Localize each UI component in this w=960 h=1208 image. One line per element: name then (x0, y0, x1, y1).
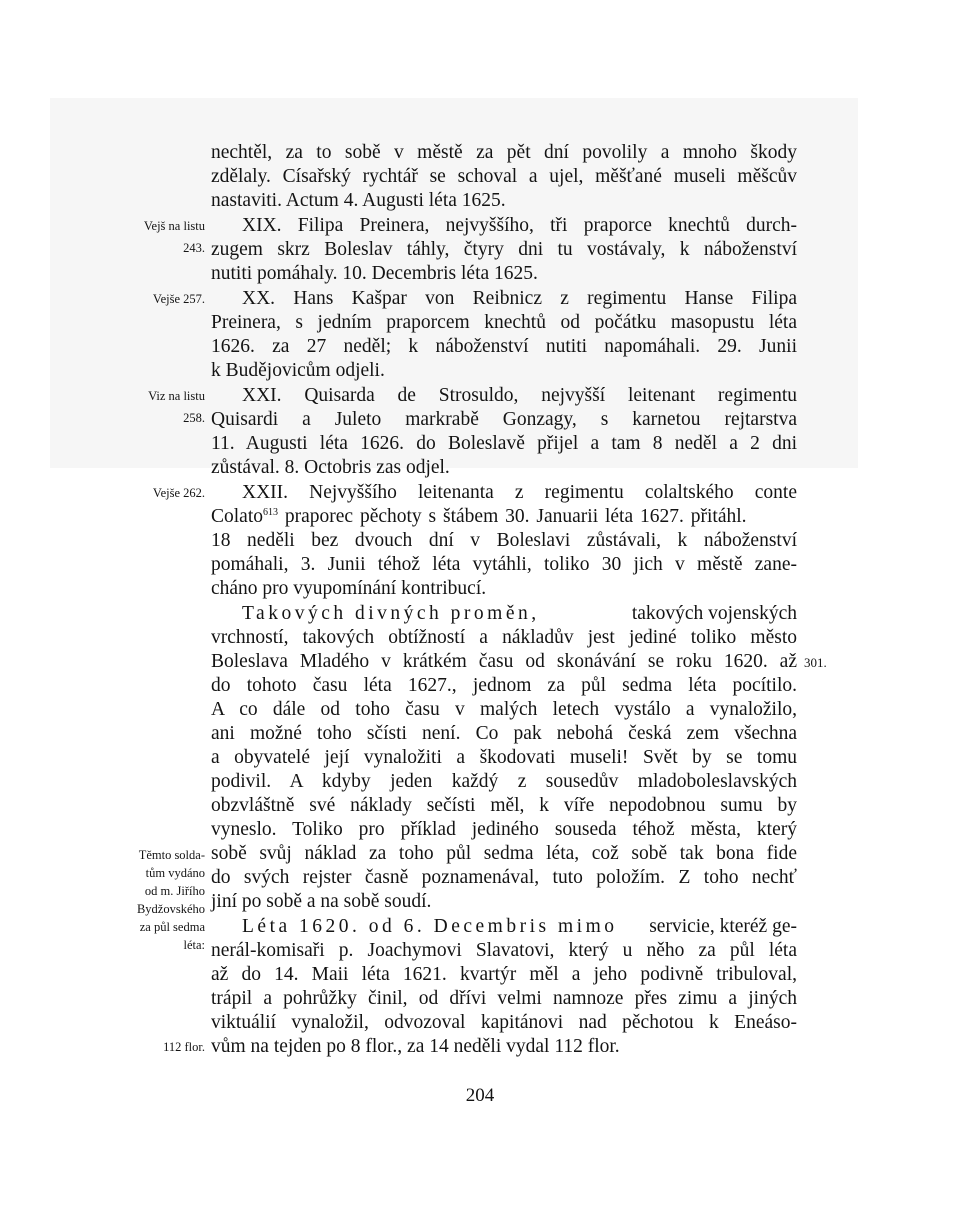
heading-rest: servicie, kteréž ge- (649, 916, 797, 937)
paragraph-opening (242, 602, 797, 626)
text-line: podivil. A kdyby jeden každý z sousedův mladoboleslavských (211, 771, 797, 792)
text-line: nechtěl, za to sobě v městě za pět dní povolily a mnoho škody (211, 142, 797, 163)
margin-note: od m. Jiřího (144, 884, 205, 898)
opening-rest: takových vojenských (631, 603, 797, 624)
page-reference: 301. (804, 655, 827, 670)
text-line: pomáhali, 3. Junii téhož léta vytáhli, toliko 30 jich v městě zane- (211, 554, 797, 575)
text-line: Quisardi a Juleto markrabě Gonzagy, s karnetou rejtarstva (211, 409, 797, 430)
spaced-lead-text: Takových divných proměn, (242, 603, 540, 624)
text-line: obzvláštně své náklady sečísti měl, k víře nepodobnou sumu by (211, 795, 797, 816)
text-line: zugem skrz Boleslav táhly, čtyry dni tu vostávaly, k náboženství (211, 239, 797, 260)
margin-note: Viz na listu (148, 389, 205, 403)
margin-note: Bydžovského (136, 902, 205, 916)
entry-heading-1620 (242, 915, 797, 939)
text-line: a obyvatelé její vynaložiti a škodovati museli! Svět by se tomu (211, 747, 797, 768)
text-line-colato (211, 505, 797, 529)
text-line: Boleslava Mladého v krátkém času od skonávání se roku 1620. až (211, 651, 797, 672)
text-line: Preinera, s jedním praporcem knechtů od počátku masopustu léta (211, 312, 797, 333)
text-line: zdělaly. Císařský rychtář se schoval a ujel, měšťané museli měšcův (211, 166, 797, 187)
text-line: 11. Augusti léta 1626. do Boleslavě přijel a tam 8 neděl a 2 dni (211, 433, 797, 454)
text-line: vyneslo. Toliko pro příklad jediného souseda téhož města, který (211, 819, 797, 840)
margin-note: Těmto solda- (138, 848, 205, 862)
entry-heading-xix: XIX. Filipa Preinera, nejvyššího, tři praporce knechtů durch- (242, 215, 797, 236)
margin-note: Vejše 257. (152, 292, 205, 306)
text-line: vům na tejden po 8 flor., za 14 neděli vydal 112 flor. (211, 1036, 620, 1057)
entry-heading-xxii: XXII. Nejvyššího leitenanta z regimentu colaltského conte (242, 482, 797, 503)
margin-note: 258. (183, 411, 205, 425)
margin-note: tům vydáno (145, 866, 205, 880)
text-line: vrchností, takových obtížností a nákladův jest jediné toliko město (211, 627, 797, 648)
text-line: viktuálií vynaložil, odvozoval kapitánovi nad pěchotou k Eneáso- (211, 1012, 797, 1033)
text-line: sobě svůj náklad za toho půl sedma léta, což sobě tak bona fide (211, 843, 797, 864)
text-line: zůstával. 8. Octobris zas odjel. (211, 457, 450, 478)
text-line: nutiti pomáhaly. 10. Decembris léta 1625. (211, 263, 538, 284)
text-line: A co dále od toho času v malých letech vystálo a vynaložilo, (211, 699, 797, 720)
text-line: trápil a pohrůžky činil, od dřívi velmi namnoze přes zimu a jiných (211, 988, 797, 1009)
text-line: nerál-komisaři p. Joachymovi Slavatovi, který u něho za půl léta (211, 940, 797, 961)
spaced-date-text: Léta 1620. od 6. Decembris mimo (242, 916, 618, 937)
margin-note: Vejš na listu (143, 219, 205, 233)
text-line: k Budějovicům odjeli. (211, 360, 385, 381)
margin-note: Vejše 262. (152, 486, 205, 500)
margin-note: léta: (183, 938, 205, 952)
page-number: 204 (465, 1085, 495, 1106)
colato-rest: praporec pěchoty s štábem 30. Januarii léta 1627. přitáhl. (284, 506, 747, 527)
text-line: ani možné toho sčísti není. Co pak nebohá česká zem všechna (211, 723, 797, 744)
text-line: nastaviti. Actum 4. Augusti léta 1625. (211, 190, 506, 211)
text-line: 1626. za 27 neděl; k náboženství nutiti napomáhali. 29. Junii (211, 336, 797, 357)
entry-heading-xxi: XXI. Quisarda de Strosuldo, nejvyšší leitenant regimentu (242, 385, 797, 406)
text-line: cháno pro vyupomínání kontribucí. (211, 578, 487, 599)
margin-note: 243. (183, 241, 205, 255)
text-line: 18 neděli bez dvouch dní v Boleslavi zůstávali, k náboženství (211, 530, 797, 551)
margin-note: za půl sedma (139, 920, 205, 934)
entry-heading-xx: XX. Hans Kašpar von Reibnicz z regimentu Hanse Filipa (242, 288, 797, 309)
margin-note: 112 flor. (163, 1040, 205, 1054)
footnote-marker: 613 (263, 507, 278, 518)
text-line: do svých rejster časně poznamenával, tuto položím. Z toho nechť (211, 867, 797, 888)
colato-word: Colato (211, 506, 263, 527)
text-line: do tohoto času léta 1627., jednom za půl sedma léta pocítilo. (211, 675, 797, 696)
text-line: až do 14. Maii léta 1621. kvartýr měl a jeho podivně tribuloval, (211, 964, 797, 985)
text-line: jiní po sobě a na sobě soudí. (211, 891, 432, 912)
